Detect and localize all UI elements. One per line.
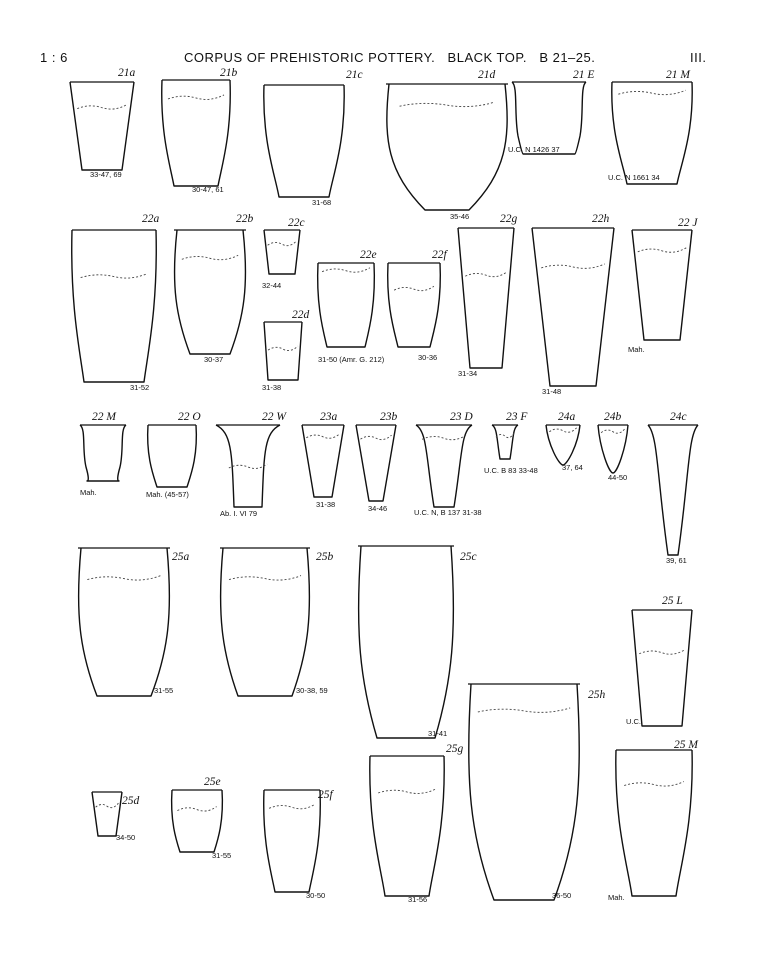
vessel-outline [458,228,514,368]
black-top-line [639,650,685,654]
vessel-number: 25 L [662,595,683,607]
vessel-date-range: 31-55 [212,851,232,860]
vessel-number: 23 F [506,411,528,423]
vessel-date-range: U.C. [626,717,641,726]
vessel-21d [386,69,508,221]
vessel-22o [146,411,201,499]
vessel-number: 24a [558,411,576,423]
vessel-date-range: U.C. N, B 137 31-38 [414,508,482,517]
vessel-outline [221,548,310,696]
plate-title: CORPUS OF PREHISTORIC POTTERY. BLACK TOP. B 21–25. [184,50,596,65]
vessel-date-range: Ab. I. VI 79 [220,509,258,518]
vessel-22b [174,213,254,364]
vessel-24a [546,411,583,472]
vessel-number: 22e [360,249,377,261]
vessel-outline [388,263,441,347]
vessel-25f [264,789,335,900]
vessel-date-range: 31-68 [312,198,332,207]
vessel-23f [484,411,538,475]
vessel-25m [608,739,699,902]
vessel-date-range: 30-38, 59 [296,686,328,695]
black-top-line [549,428,576,432]
vessel-21m [608,69,692,184]
black-top-line [306,434,339,438]
black-top-line [168,95,224,99]
vessel-number: 25e [204,776,221,788]
vessel-date-range: Mah. [80,488,97,497]
black-top-line [541,264,605,268]
vessel-date-range: 44-50 [608,473,628,482]
vessel-number: 21b [220,67,238,79]
black-top-line [77,105,127,109]
vessel-22c [262,217,305,290]
black-top-line [394,286,434,290]
black-top-line [624,782,684,786]
vessel-date-range: Mah. [608,893,625,902]
vessel-25d [92,792,140,842]
vessel-date-range: 31-50 (Amr. G. 212) [318,355,385,364]
vessel-22w [216,411,287,518]
vessel-22d [262,309,310,392]
black-top-line [378,789,436,793]
vessel-date-range: 31-34 [458,369,478,378]
vessel-number: 22g [500,213,518,225]
vessel-date-range: 32-44 [262,281,282,290]
vessel-number: 22 O [178,411,201,423]
vessel-outline [512,82,586,154]
vessel-22e [318,249,385,364]
vessel-25a [78,548,190,696]
plate-scale: 1 : 6 [40,50,68,65]
vessel-number: 21d [478,69,496,81]
vessel-date-range: 30-47, 61 [192,185,224,194]
vessel-24b [598,411,628,482]
black-top-line [96,803,119,807]
vessel-outline [92,792,122,836]
vessel-outline [416,425,472,507]
vessel-outline [148,425,197,487]
vessel-outline [616,750,692,896]
vessel-number: 25c [460,551,477,563]
black-top-line [269,804,315,808]
vessel-number: 21 M [666,69,690,81]
vessel-outline [264,790,321,892]
vessel-outline [648,425,698,555]
vessel-23d [414,411,482,517]
black-top-line [618,90,685,94]
vessel-24c [648,411,698,565]
vessel-25c [358,546,477,738]
vessel-outline [162,80,231,186]
black-top-line [478,708,570,712]
vessel-number: 25 M [674,739,698,751]
vessel-outline [216,425,280,507]
black-top-line [465,272,506,276]
vessel-22f [388,249,449,362]
vessel-number: 22f [432,249,447,261]
vessel-date-range: 39, 61 [666,556,687,565]
vessel-date-range: 34-46 [368,504,388,513]
vessel-outline [79,548,170,696]
vessel-number: 22c [288,217,305,229]
black-top-line [360,435,391,439]
black-top-line [177,807,216,811]
vessel-25e [172,776,232,860]
vessel-21b [162,67,238,194]
vessel-outline [318,263,375,347]
vessel-outline [469,684,580,900]
vessel-date-range: U.C. B 83 33-48 [484,466,538,475]
vessel-23b [356,411,398,513]
vessel-outline [80,425,126,481]
black-top-line [87,576,160,580]
vessel-number: 23b [380,411,398,423]
vessel-number: 23a [320,411,338,423]
vessel-outline [172,790,223,852]
vessel-date-range: 30-36 [418,353,438,362]
vessel-outline [387,84,507,210]
vessel-date-range: 31-38 [316,500,336,509]
vessel-date-range: 30-37 [204,355,224,364]
vessel-number: 22d [292,309,310,321]
vessel-date-range: U.C. N 1426 37 [508,145,560,154]
vessel-25l [626,595,692,726]
plate-number: III. [690,50,707,65]
vessel-date-range: 37, 64 [562,463,583,472]
vessel-25b [220,548,334,696]
vessel-22j [628,217,698,354]
black-top-line [229,464,267,468]
vessel-number: 24c [670,411,687,423]
vessel-date-range: 31-38 [262,383,282,392]
vessel-outline [356,425,396,501]
vessel-23a [302,411,344,509]
vessel-date-range: 36-50 [552,891,572,900]
vessel-date-range: 31-56 [408,895,428,904]
vessel-outline [264,85,344,197]
vessel-date-range: Mah. (45-57) [146,490,189,499]
vessel-date-range: 30-50 [306,891,326,900]
vessel-date-range: Mah. [628,345,645,354]
vessel-number: 25g [446,743,464,755]
vessel-date-range: 34-50 [116,833,136,842]
vessel-number: 21c [346,69,363,81]
vessel-outline [175,230,246,354]
black-top-line [322,268,370,272]
black-top-line [496,433,514,437]
vessel-number: 25f [318,789,333,801]
black-top-line [268,346,298,350]
vessel-outline [264,322,302,380]
vessel-number: 25h [588,689,606,701]
vessel-number: 22b [236,213,254,225]
vessel-number: 25a [172,551,190,563]
black-top-line [229,576,301,580]
vessel-date-range: 33-47, 69 [90,170,122,179]
vessel-outline [370,756,444,896]
black-top-line [601,429,625,433]
vessel-number: 22 W [262,411,286,423]
black-top-line [422,435,466,439]
vessel-21c [264,69,363,207]
vessel-22m [80,411,126,497]
vessel-outline [532,228,614,386]
vessel-22h [532,213,614,396]
vessel-number: 22a [142,213,160,225]
vessel-outline [70,82,134,170]
vessel-date-range: 31-52 [130,383,150,392]
vessel-number: 22h [592,213,610,225]
vessel-outline [632,610,692,726]
vessel-21a [70,67,136,179]
black-top-line [268,241,297,245]
black-top-line [81,274,148,278]
vessel-number: 23 D [450,411,473,423]
vessel-number: 21a [118,67,136,79]
vessel-number: 21 E [573,69,595,81]
vessel-outline [612,82,692,184]
vessel-outline [359,546,454,738]
vessel-outline [72,230,157,382]
vessel-22g [458,213,518,378]
vessel-number: 24b [604,411,622,423]
black-top-line [182,255,238,259]
vessel-date-range: 35-46 [450,212,470,221]
vessel-25h [468,684,606,900]
vessel-outline [632,230,692,340]
vessel-date-range: U.C. N 1661 34 [608,173,660,182]
vessel-number: 25b [316,551,334,563]
vessel-number: 25d [122,795,140,807]
vessel-outline [264,230,300,274]
vessel-number: 22 M [92,411,116,423]
vessel-21e [508,69,594,154]
black-top-line [638,248,686,252]
vessel-22a [72,213,160,392]
vessel-date-range: 31-48 [542,387,562,396]
vessel-number: 22 J [678,217,698,229]
vessel-outline [492,425,518,459]
vessel-date-range: 31-55 [154,686,174,695]
black-top-line [400,102,495,106]
vessel-25g [370,743,464,904]
vessel-date-range: 31-41 [428,729,448,738]
